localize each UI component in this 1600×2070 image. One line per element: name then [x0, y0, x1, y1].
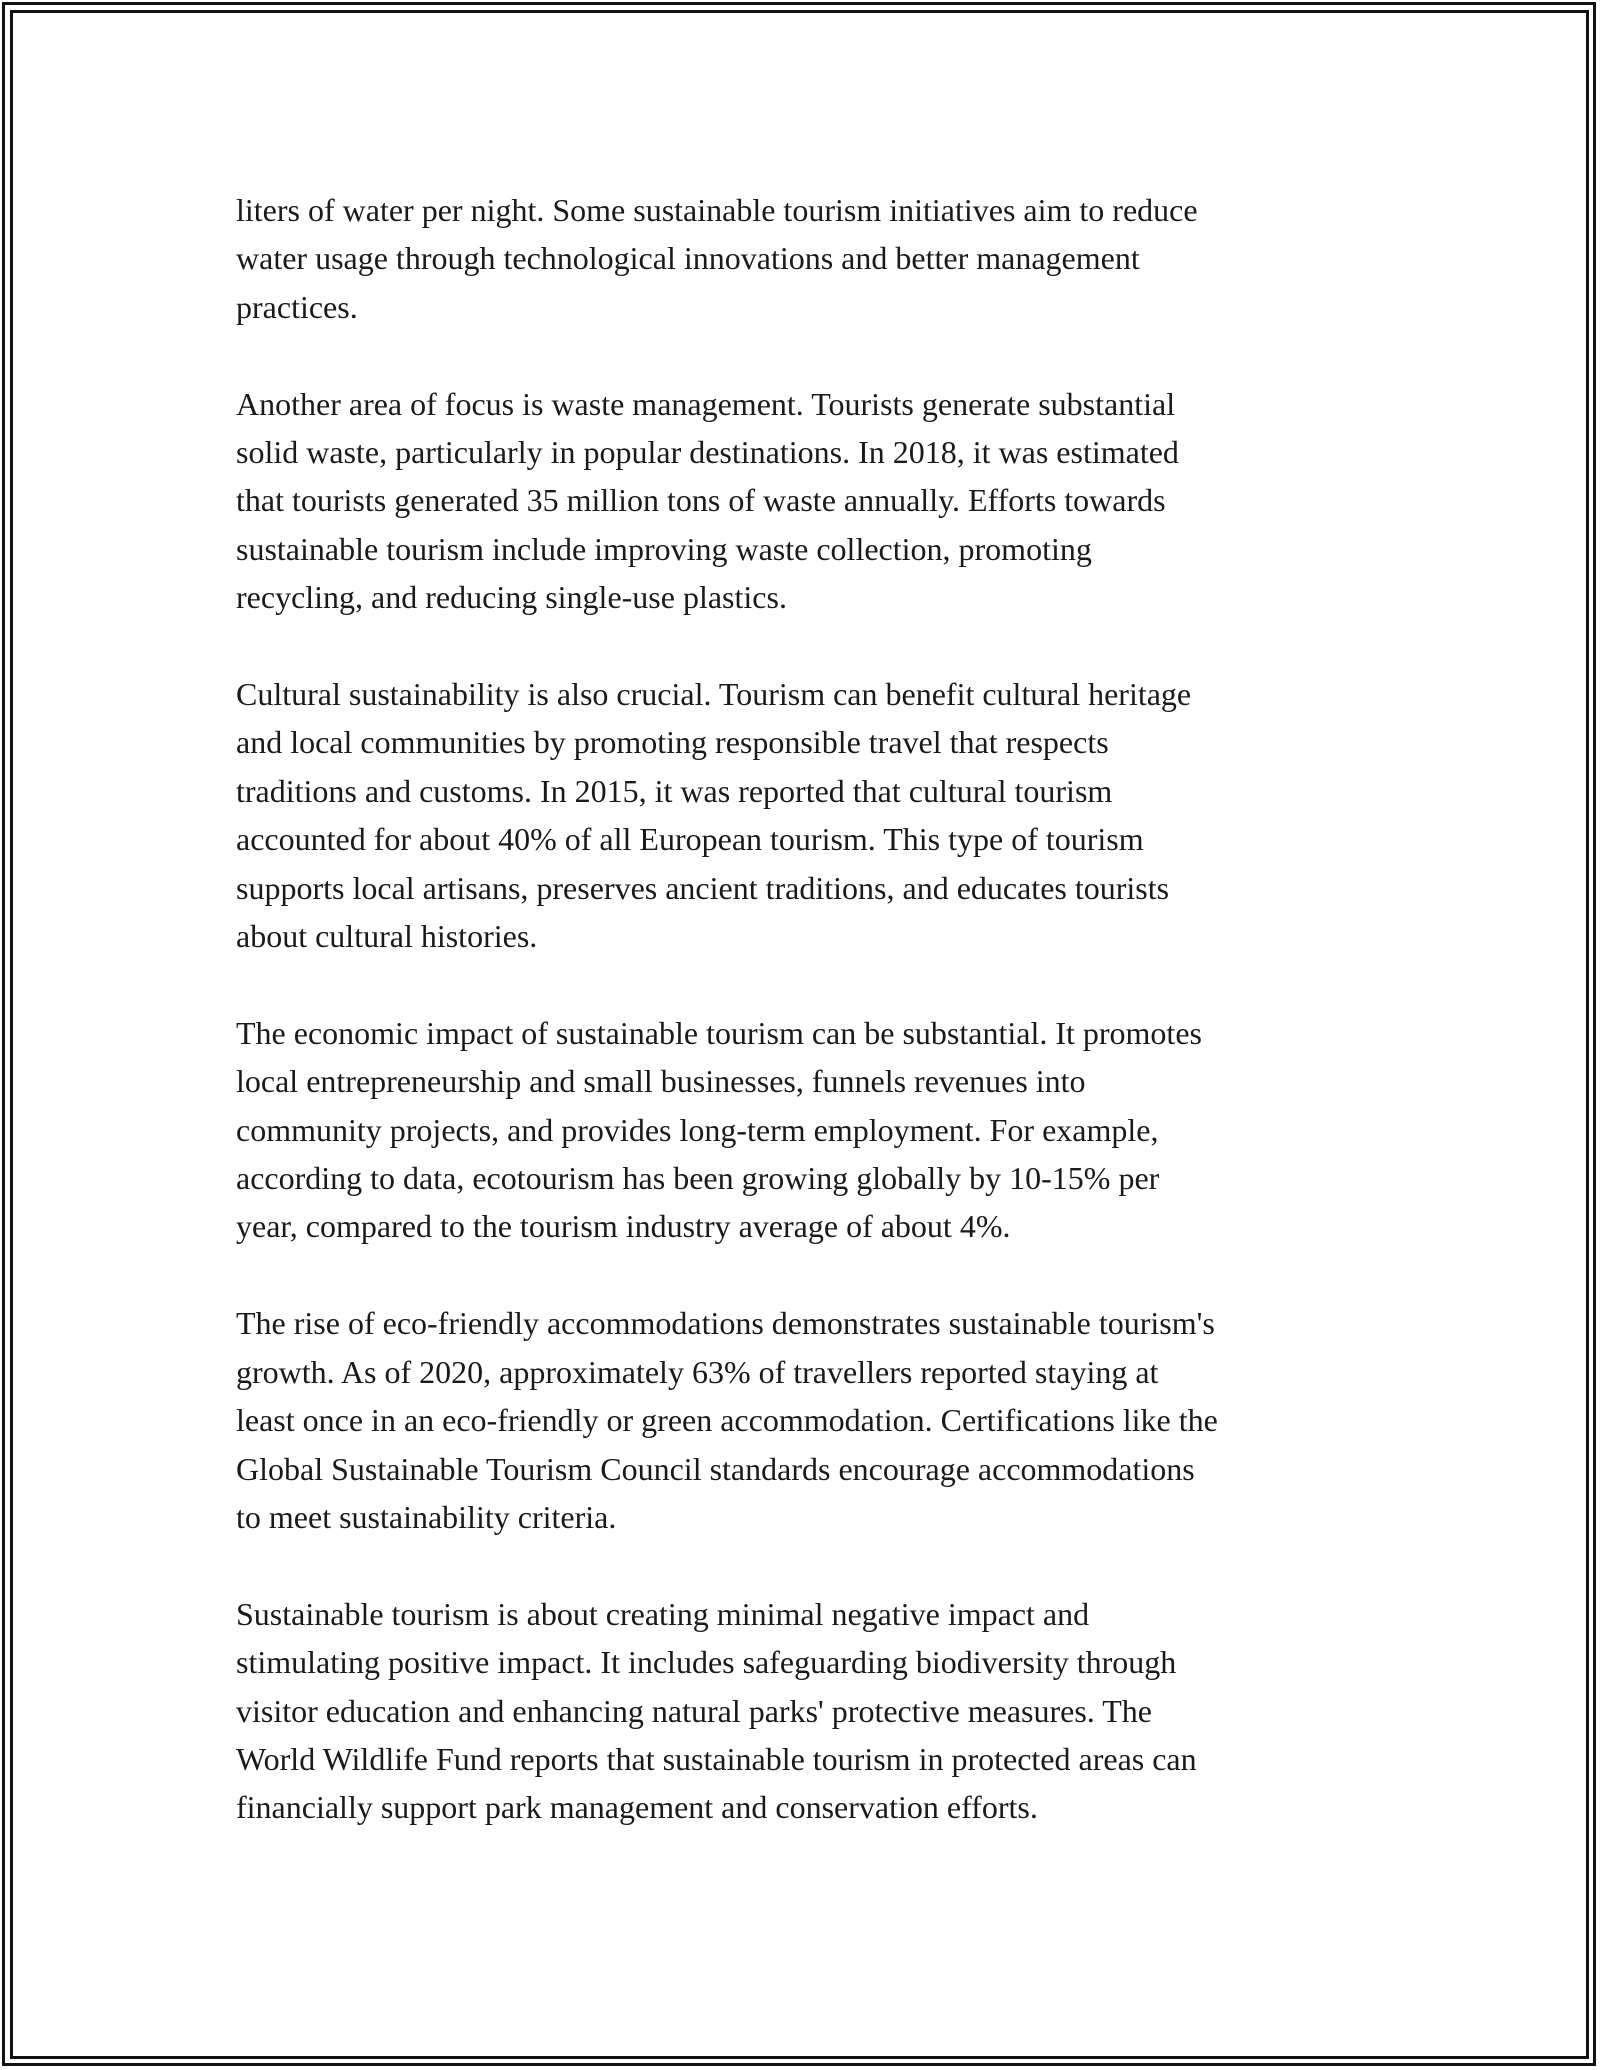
text-line: The rise of eco-friendly accommodations demonstrates sustainable tourism's: [236, 1305, 1215, 1342]
text-line: and local communities by promoting responsible travel that respects: [236, 724, 1109, 761]
text-line: practices.: [236, 288, 358, 325]
text-line: about cultural histories.: [236, 918, 538, 955]
paragraph-waste-management: [236, 380, 1376, 622]
text-line: sustainable tourism include improving waste collection, promoting: [236, 530, 1092, 567]
text-line: stimulating positive impact. It includes safeguarding biodiversity through: [236, 1644, 1177, 1681]
text-line: solid waste, particularly in popular destinations. In 2018, it was estimated: [236, 434, 1179, 471]
text-line: Another area of focus is waste management. Tourists generate substantial: [236, 385, 1176, 422]
text-line: liters of water per night. Some sustainable tourism initiatives aim to reduce: [236, 192, 1198, 228]
text-line: accounted for about 40% of all European tourism. This type of tourism: [236, 821, 1144, 858]
text-line: local entrepreneurship and small businesses, funnels revenues into: [236, 1063, 1086, 1100]
text-line: The economic impact of sustainable tourism can be substantial. It promotes: [236, 1014, 1202, 1051]
text-line: visitor education and enhancing natural parks' protective measures. The: [236, 1692, 1152, 1729]
text-line: according to data, ecotourism has been growing globally by 10-15% per: [236, 1160, 1160, 1197]
text-line: traditions and customs. In 2015, it was reported that cultural tourism: [236, 772, 1113, 809]
text-line: World Wildlife Fund reports that sustainable tourism in protected areas can: [236, 1740, 1197, 1777]
text-line: water usage through technological innovations and better management: [236, 240, 1140, 277]
text-line: least once in an eco-friendly or green accommodation. Certifications like the: [236, 1402, 1218, 1439]
text-line: growth. As of 2020, approximately 63% of travellers reported staying at: [236, 1353, 1159, 1390]
text-line: recycling, and reducing single-use plastics.: [236, 579, 787, 616]
text-line: financially support park management and conservation efforts.: [236, 1789, 1038, 1826]
text-line: Global Sustainable Tourism Council standards encourage accommodations: [236, 1450, 1195, 1487]
text-line: that tourists generated 35 million tons of waste annually. Efforts towards: [236, 482, 1166, 519]
paragraph-economic-impact: [236, 1009, 1376, 1251]
document-body: [236, 186, 1376, 1880]
text-line: year, compared to the tourism industry average of about 4%.: [236, 1208, 1011, 1245]
text-line: Cultural sustainability is also crucial. Tourism can benefit cultural heritage: [236, 676, 1192, 713]
text-line: to meet sustainability criteria.: [236, 1498, 617, 1535]
paragraph-biodiversity: [236, 1590, 1376, 1832]
paragraph-cultural-sustainability: [236, 670, 1376, 960]
text-line: supports local artisans, preserves ancient traditions, and educates tourists: [236, 869, 1170, 906]
text-line: community projects, and provides long-term employment. For example,: [236, 1111, 1159, 1148]
paragraph-eco-accommodations: [236, 1299, 1376, 1541]
text-line: Sustainable tourism is about creating minimal negative impact and: [236, 1595, 1090, 1632]
paragraph-water-usage: [236, 186, 1376, 331]
